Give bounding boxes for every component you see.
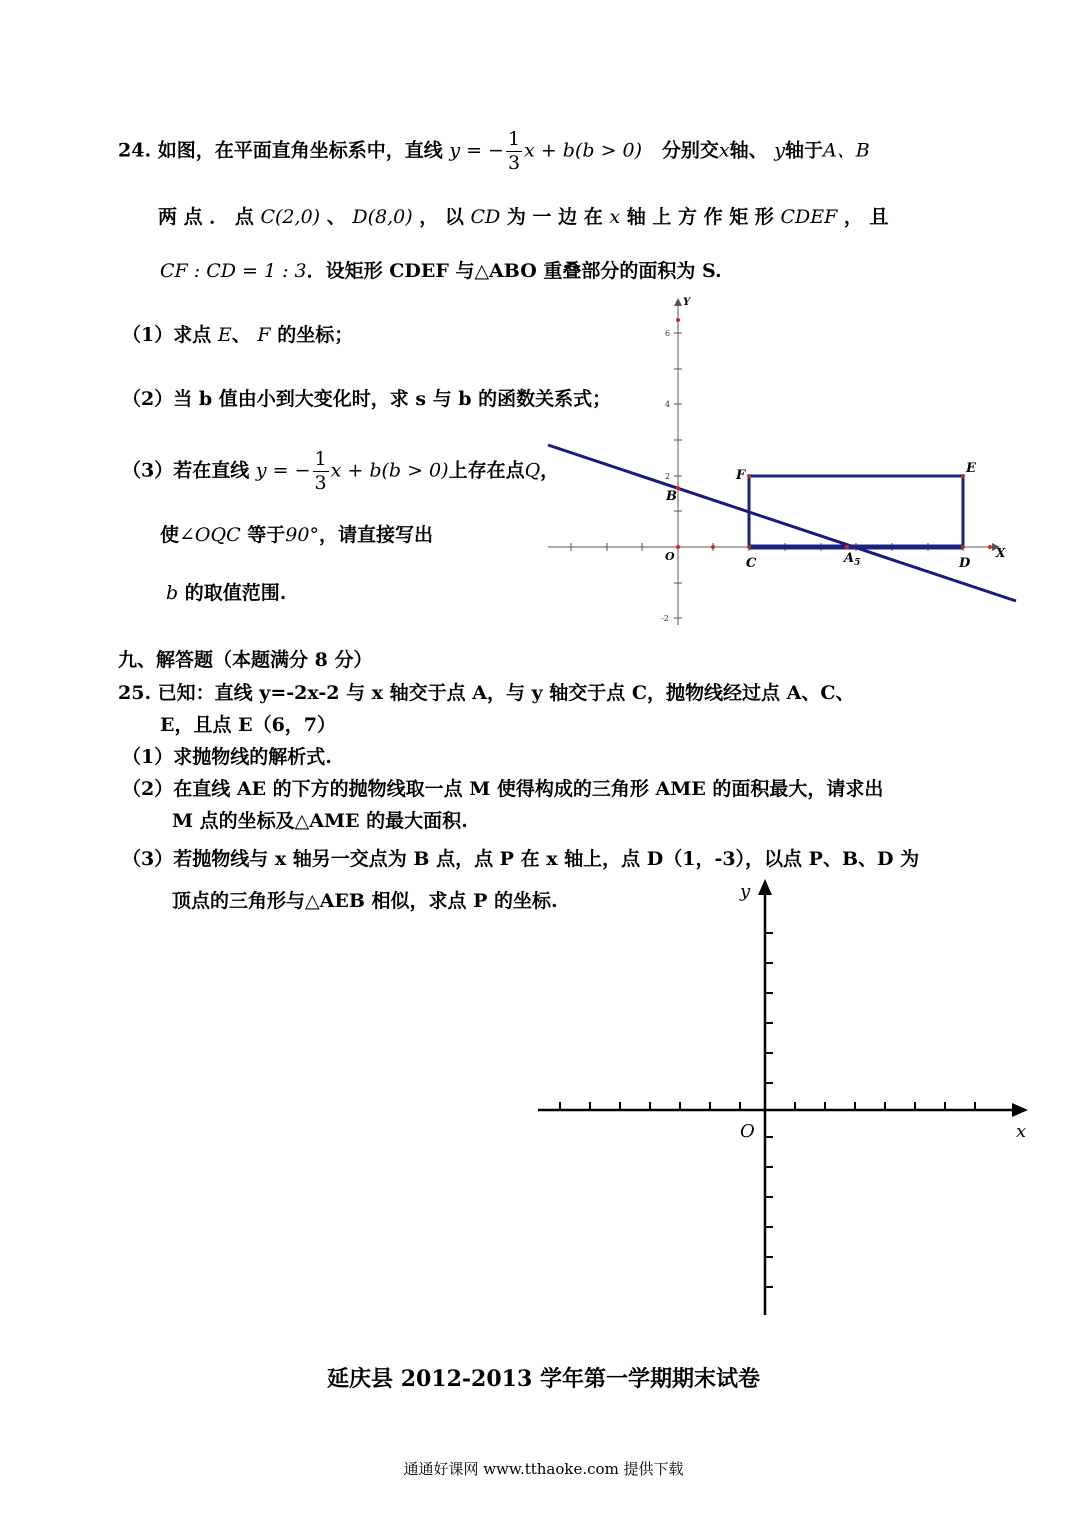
- q24-points-ab: A、B: [823, 139, 870, 162]
- q25-part3: （3）若抛物线与 x 轴另一交点为 B 点，点 P 在 x 轴上，点 D（1，-3），以点 P、B、D 为: [122, 848, 920, 870]
- q24-part3-b: 上存在点: [448, 459, 525, 482]
- fig2-label-y: y: [740, 881, 751, 902]
- q24-part1-f: F: [257, 324, 271, 346]
- q24-line3: [160, 256, 722, 283]
- q25-part2-cont: M 点的坐标及△AME 的最大面积.: [172, 810, 468, 832]
- fig2-y-arrow-icon: [758, 879, 772, 895]
- q24-cdef: CDEF: [780, 206, 838, 228]
- fig1-rect-cdef: [749, 476, 963, 547]
- q24-part3-a: （3）若在直线: [122, 459, 250, 482]
- q24-part3-q: Q: [524, 459, 541, 482]
- q24-x-sym: x: [718, 139, 730, 162]
- q25-part1: （1）求抛物线的解析式.: [122, 746, 332, 768]
- q24-y-sym: y: [774, 139, 785, 162]
- q24-ratio: CF : CD = 1 : 3: [160, 260, 307, 282]
- fig1-label-y: Y: [683, 297, 691, 308]
- fig1-label-a-main: A: [844, 551, 855, 566]
- q24-part3-frac-den: 3: [314, 472, 327, 494]
- q24-part3-eq-prefix: y = −: [255, 459, 311, 482]
- figure-q24: [540, 290, 1030, 630]
- q24-part3-line3: [166, 578, 286, 605]
- q24-line2-d: 轴 上 方 作 矩 形: [626, 206, 774, 228]
- q24-part1-b: 的坐标；: [277, 324, 354, 346]
- q24-part1-e: E: [217, 324, 232, 346]
- q24-line1: [118, 130, 870, 173]
- q24-part3-fraction: [313, 450, 329, 493]
- q24-part1-a: （1）求点: [122, 324, 212, 346]
- fig1-label-x: X: [996, 546, 1006, 560]
- q24-x2: x: [609, 206, 621, 228]
- q24-eq-prefix: y = −: [449, 139, 504, 162]
- fig1-label-e: E: [966, 461, 976, 476]
- q24-part3-c: ，: [540, 459, 560, 482]
- q24-line2-c: 为 一 边 在: [506, 206, 603, 228]
- q24-eq-suffix: x + b(b > 0): [524, 139, 643, 162]
- fig1-label-d: D: [959, 556, 971, 571]
- fig1-label-c: C: [746, 556, 757, 571]
- q24-part3-line2-a: 使: [160, 524, 180, 546]
- fig1-label-b: B: [666, 489, 677, 504]
- q24-line2-b: ， 以: [419, 206, 464, 228]
- q25-part2: （2）在直线 AE 的下方的抛物线取一点 M 使得构成的三角形 AME 的面积最大，请求出: [122, 778, 884, 800]
- q24-line2-e: ， 且: [843, 206, 889, 228]
- q24-part3-line2-c: ，请直接写出: [318, 524, 433, 546]
- q24-tail: 分别交: [661, 139, 719, 162]
- fig1-line-ab: [548, 445, 1016, 601]
- fig1-label-o: O: [665, 550, 675, 563]
- q24-part2: [122, 384, 611, 411]
- footer-title: 延庆县 2012-2013 学年第一学期期末试卷: [327, 1366, 760, 1392]
- q24-axis-y: 轴于: [785, 139, 824, 162]
- fig1-label-f: F: [736, 468, 746, 483]
- q24-part3: [122, 450, 559, 493]
- q24-axis-x: 轴、: [729, 139, 768, 162]
- fig1-tick-neg2: -2: [661, 614, 669, 623]
- section-9-heading: 九、解答题（本题满分 8 分）: [118, 649, 373, 671]
- q24-line2-a: 两 点 ． 点: [158, 206, 254, 228]
- fig1-tick-6: 6: [665, 329, 671, 338]
- fig2-label-x: x: [1016, 1121, 1027, 1142]
- q24-part3-line2: [160, 520, 433, 547]
- q24-part3-angle: ∠OQC: [179, 524, 241, 546]
- fig1-tick-4: 4: [665, 400, 671, 409]
- q24-sep: 、: [326, 206, 346, 228]
- fig1-label-a: [842, 551, 860, 568]
- q24-part3-frac-num: 1: [314, 448, 327, 470]
- q24-fraction: [506, 130, 522, 173]
- fig2-label-o: O: [740, 1121, 755, 1142]
- q25-line2: E，且点 E（6，7）: [160, 714, 337, 736]
- fig2-x-arrow-icon: [1012, 1103, 1028, 1117]
- q25-line1: 25. 已知：直线 y=-2x-2 与 x 轴交于点 A，与 y 轴交于点 C，抛物线经过点 A、C、: [118, 682, 855, 704]
- q24-part3-line3-tail: 的取值范围.: [184, 582, 287, 604]
- fig1-points: [676, 318, 992, 549]
- q24-part3-eq-suffix: x + b(b > 0): [330, 459, 449, 482]
- q24-frac-num: 1: [507, 128, 521, 150]
- q24-part2-text: （2）当 b 值由小到大变化时，求 s 与 b 的函数关系式；: [122, 388, 612, 410]
- q24-frac-den: 3: [507, 152, 521, 174]
- q24-line3-tail: ．设矩形 CDEF 与△ABO 重叠部分的面积为 S.: [306, 260, 722, 282]
- q24-line2: [158, 202, 889, 229]
- q24-part1: [122, 320, 353, 347]
- footer-credit: 通通好课网 www.tthaoke.com 提供下载: [403, 1460, 684, 1478]
- q24-cd: CD: [470, 206, 501, 228]
- q24-point-d: D(8,0): [352, 206, 413, 228]
- q24-part3-b-var: b: [166, 582, 179, 604]
- q25-part3-cont: 顶点的三角形与△AEB 相似，求点 P 的坐标.: [172, 890, 558, 912]
- q24-number: 24.: [118, 139, 152, 162]
- q24-part3-deg: 90°: [285, 524, 319, 546]
- figure-q25-axes: [530, 875, 1040, 1325]
- q24-part1-sep: 、: [231, 324, 251, 346]
- q24-point-c: C(2,0): [260, 206, 321, 228]
- fig1-y-arrow-icon: [674, 298, 682, 306]
- fig1-label-a-sub: 5: [854, 558, 861, 568]
- q24-part3-line2-b: 等于: [247, 524, 286, 546]
- q24-lead: 如图，在平面直角坐标系中，直线: [157, 139, 443, 162]
- fig1-tick-2: 2: [665, 472, 671, 481]
